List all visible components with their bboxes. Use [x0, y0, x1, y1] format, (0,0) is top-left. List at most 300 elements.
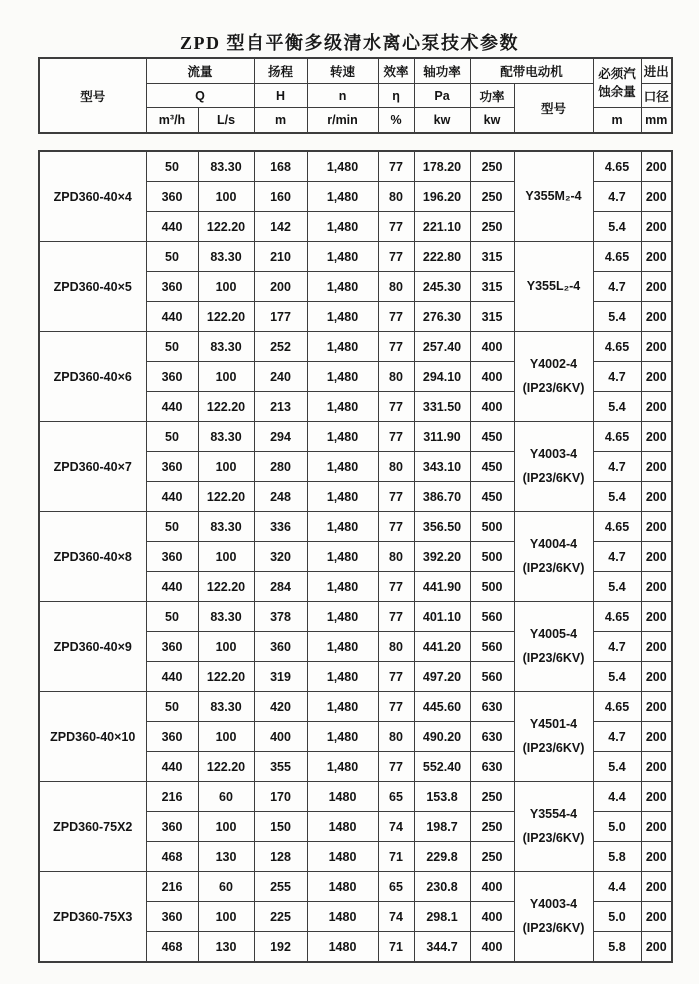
- speed-cell: 1,480: [307, 302, 378, 332]
- head-cell: 400: [254, 722, 307, 752]
- speed-cell: 1,480: [307, 392, 378, 422]
- table-row: [39, 692, 672, 722]
- head-cell: 336: [254, 512, 307, 542]
- npsh-cell: 5.8: [593, 842, 641, 872]
- unit-npsh-m: m: [593, 108, 641, 133]
- npsh-cell: 4.65: [593, 422, 641, 452]
- speed-cell: 1480: [307, 932, 378, 963]
- flow-m3h-cell: 360: [146, 362, 198, 392]
- npsh-cell: 4.7: [593, 272, 641, 302]
- speed-cell: 1,480: [307, 512, 378, 542]
- motor-power-cell: 250: [470, 812, 514, 842]
- bore-cell: 200: [641, 782, 672, 812]
- speed-cell: 1,480: [307, 482, 378, 512]
- bore-cell: 200: [641, 362, 672, 392]
- efficiency-cell: 80: [378, 362, 414, 392]
- efficiency-cell: 77: [378, 302, 414, 332]
- flow-ls-cell: 100: [198, 452, 254, 482]
- bore-cell: 200: [641, 452, 672, 482]
- head-cell: 170: [254, 782, 307, 812]
- bore-cell: 200: [641, 902, 672, 932]
- flow-m3h-cell: 50: [146, 692, 198, 722]
- flow-ls-cell: 83.30: [198, 692, 254, 722]
- motor-power-cell: 400: [470, 872, 514, 902]
- col-header-motor-power: 功率: [470, 83, 514, 108]
- npsh-label-line2: 蚀余量: [598, 85, 636, 100]
- unit-head-m: m: [254, 108, 307, 133]
- head-cell: 320: [254, 542, 307, 572]
- motor-power-cell: 450: [470, 482, 514, 512]
- flow-m3h-cell: 50: [146, 151, 198, 182]
- npsh-cell: 4.65: [593, 602, 641, 632]
- table-row: [39, 332, 672, 362]
- motor-model-line: Y4002-4: [529, 356, 578, 371]
- bore-cell: 200: [641, 842, 672, 872]
- flow-ls-cell: 122.20: [198, 392, 254, 422]
- head-cell: 360: [254, 632, 307, 662]
- head-cell: 252: [254, 332, 307, 362]
- bore-cell: 200: [641, 332, 672, 362]
- npsh-cell: 4.7: [593, 452, 641, 482]
- unit-m3h: m³/h: [146, 108, 198, 133]
- motor-model-line: Y4501-4: [529, 716, 578, 731]
- flow-ls-cell: 130: [198, 842, 254, 872]
- speed-cell: 1,480: [307, 242, 378, 272]
- npsh-label-line1: 必须汽: [598, 67, 636, 82]
- flow-m3h-cell: 440: [146, 302, 198, 332]
- bore-cell: 200: [641, 151, 672, 182]
- speed-cell: 1,480: [307, 602, 378, 632]
- efficiency-cell: 77: [378, 482, 414, 512]
- flow-ls-cell: 122.20: [198, 752, 254, 782]
- motor-power-cell: 560: [470, 632, 514, 662]
- efficiency-cell: 80: [378, 632, 414, 662]
- flow-m3h-cell: 440: [146, 572, 198, 602]
- shaft-power-cell: 445.60: [414, 692, 470, 722]
- speed-cell: 1,480: [307, 542, 378, 572]
- flow-ls-cell: 83.30: [198, 512, 254, 542]
- motor-power-cell: 400: [470, 392, 514, 422]
- efficiency-cell: 74: [378, 812, 414, 842]
- efficiency-cell: 80: [378, 542, 414, 572]
- bore-cell: 200: [641, 482, 672, 512]
- pump-model-cell: ZPD360-40×10: [39, 692, 146, 782]
- npsh-cell: 5.4: [593, 212, 641, 242]
- npsh-cell: 5.4: [593, 392, 641, 422]
- bore-cell: 200: [641, 542, 672, 572]
- flow-m3h-cell: 360: [146, 542, 198, 572]
- col-header-motor-group: 配带电动机: [470, 58, 593, 83]
- shaft-power-cell: 257.40: [414, 332, 470, 362]
- shaft-power-cell: 198.7: [414, 812, 470, 842]
- shaft-power-cell: 552.40: [414, 752, 470, 782]
- bore-cell: 200: [641, 812, 672, 842]
- efficiency-cell: 74: [378, 902, 414, 932]
- bore-cell: 200: [641, 632, 672, 662]
- motor-power-cell: 560: [470, 662, 514, 692]
- unit-ls: L/s: [198, 108, 254, 133]
- motor-model-cell: [514, 602, 593, 692]
- speed-cell: 1,480: [307, 422, 378, 452]
- motor-model-line: (IP23/6KV): [522, 920, 585, 935]
- flow-ls-cell: 122.20: [198, 662, 254, 692]
- flow-ls-cell: 122.20: [198, 212, 254, 242]
- motor-model-cell: [514, 151, 593, 242]
- pump-model-cell: ZPD360-40×5: [39, 242, 146, 332]
- flow-m3h-cell: 50: [146, 422, 198, 452]
- bore-cell: 200: [641, 182, 672, 212]
- npsh-cell: 5.0: [593, 902, 641, 932]
- bore-cell: 200: [641, 572, 672, 602]
- shaft-power-cell: 196.20: [414, 182, 470, 212]
- efficiency-cell: 80: [378, 452, 414, 482]
- head-cell: 150: [254, 812, 307, 842]
- head-cell: 280: [254, 452, 307, 482]
- col-header-flow: 流量: [146, 58, 254, 83]
- head-cell: 355: [254, 752, 307, 782]
- flow-ls-cell: 60: [198, 872, 254, 902]
- shaft-power-cell: 229.8: [414, 842, 470, 872]
- shaft-power-cell: 276.30: [414, 302, 470, 332]
- flow-ls-cell: 100: [198, 722, 254, 752]
- flow-ls-cell: 100: [198, 272, 254, 302]
- shaft-power-cell: 392.20: [414, 542, 470, 572]
- npsh-cell: 5.8: [593, 932, 641, 963]
- head-cell: 248: [254, 482, 307, 512]
- flow-ls-cell: 83.30: [198, 602, 254, 632]
- motor-model-line: Y4003-4: [529, 896, 578, 911]
- head-cell: 225: [254, 902, 307, 932]
- flow-ls-cell: 100: [198, 182, 254, 212]
- speed-cell: 1,480: [307, 692, 378, 722]
- speed-cell: 1,480: [307, 662, 378, 692]
- speed-cell: 1,480: [307, 752, 378, 782]
- speed-cell: 1,480: [307, 572, 378, 602]
- head-cell: 284: [254, 572, 307, 602]
- head-cell: 210: [254, 242, 307, 272]
- motor-power-cell: 500: [470, 512, 514, 542]
- bore-cell: 200: [641, 272, 672, 302]
- pump-model-cell: ZPD360-40×6: [39, 332, 146, 422]
- flow-m3h-cell: 360: [146, 182, 198, 212]
- flow-ls-cell: 83.30: [198, 242, 254, 272]
- shaft-power-cell: 222.80: [414, 242, 470, 272]
- motor-power-cell: 250: [470, 782, 514, 812]
- efficiency-cell: 77: [378, 212, 414, 242]
- col-header-speed: 转速: [307, 58, 378, 83]
- motor-power-cell: 400: [470, 932, 514, 963]
- head-cell: 378: [254, 602, 307, 632]
- motor-model-cell: [514, 332, 593, 422]
- head-cell: 240: [254, 362, 307, 392]
- flow-m3h-cell: 468: [146, 932, 198, 963]
- motor-power-cell: 250: [470, 182, 514, 212]
- npsh-cell: 4.4: [593, 872, 641, 902]
- flow-m3h-cell: 360: [146, 452, 198, 482]
- shaft-power-cell: 441.20: [414, 632, 470, 662]
- data-table: [38, 150, 673, 963]
- head-cell: 420: [254, 692, 307, 722]
- motor-model-line: Y4005-4: [529, 626, 578, 641]
- flow-ls-cell: 100: [198, 812, 254, 842]
- shaft-power-cell: 343.10: [414, 452, 470, 482]
- flow-ls-cell: 122.20: [198, 572, 254, 602]
- efficiency-cell: 80: [378, 722, 414, 752]
- col-header-efficiency: 效率: [378, 58, 414, 83]
- bore-cell: 200: [641, 602, 672, 632]
- motor-model-cell: [514, 422, 593, 512]
- head-cell: 192: [254, 932, 307, 963]
- shaft-power-cell: 344.7: [414, 932, 470, 963]
- shaft-power-cell: 497.20: [414, 662, 470, 692]
- motor-power-cell: 630: [470, 752, 514, 782]
- shaft-power-cell: 386.70: [414, 482, 470, 512]
- flow-ls-cell: 60: [198, 782, 254, 812]
- flow-m3h-cell: 440: [146, 212, 198, 242]
- pump-model-cell: ZPD360-75X3: [39, 872, 146, 963]
- efficiency-cell: 65: [378, 782, 414, 812]
- bore-cell: 200: [641, 752, 672, 782]
- table-row: [39, 782, 672, 812]
- motor-power-cell: 250: [470, 151, 514, 182]
- motor-model-cell: [514, 512, 593, 602]
- motor-model-cell: [514, 872, 593, 963]
- flow-m3h-cell: 440: [146, 752, 198, 782]
- flow-ls-cell: 122.20: [198, 302, 254, 332]
- motor-model-line: (IP23/6KV): [522, 740, 585, 755]
- pump-model-cell: ZPD360-40×8: [39, 512, 146, 602]
- efficiency-cell: 77: [378, 151, 414, 182]
- npsh-cell: 4.65: [593, 692, 641, 722]
- table-row: [39, 872, 672, 902]
- motor-power-cell: 450: [470, 452, 514, 482]
- bore-cell: 200: [641, 872, 672, 902]
- flow-m3h-cell: 50: [146, 242, 198, 272]
- motor-power-cell: 315: [470, 272, 514, 302]
- flow-ls-cell: 100: [198, 362, 254, 392]
- shaft-power-cell: 331.50: [414, 392, 470, 422]
- npsh-cell: 5.4: [593, 752, 641, 782]
- motor-power-cell: 400: [470, 332, 514, 362]
- efficiency-cell: 77: [378, 242, 414, 272]
- speed-cell: 1480: [307, 902, 378, 932]
- motor-power-cell: 500: [470, 542, 514, 572]
- col-header-npsh: [593, 58, 641, 108]
- speed-cell: 1,480: [307, 362, 378, 392]
- efficiency-cell: 77: [378, 572, 414, 602]
- efficiency-cell: 65: [378, 872, 414, 902]
- bore-cell: 200: [641, 302, 672, 332]
- motor-power-cell: 315: [470, 242, 514, 272]
- motor-power-cell: 630: [470, 722, 514, 752]
- motor-power-cell: 450: [470, 422, 514, 452]
- npsh-cell: 5.0: [593, 812, 641, 842]
- flow-ls-cell: 83.30: [198, 422, 254, 452]
- npsh-cell: 4.7: [593, 182, 641, 212]
- col-header-flow-symbol: Q: [146, 83, 254, 108]
- col-header-speed-symbol: n: [307, 83, 378, 108]
- speed-cell: 1,480: [307, 182, 378, 212]
- motor-model-line: Y4004-4: [529, 536, 578, 551]
- flow-m3h-cell: 216: [146, 782, 198, 812]
- shaft-power-cell: 298.1: [414, 902, 470, 932]
- npsh-cell: 4.4: [593, 782, 641, 812]
- efficiency-cell: 71: [378, 842, 414, 872]
- efficiency-cell: 77: [378, 752, 414, 782]
- speed-cell: 1,480: [307, 632, 378, 662]
- motor-model-cell: [514, 782, 593, 872]
- motor-model-cell: [514, 242, 593, 332]
- efficiency-cell: 77: [378, 602, 414, 632]
- flow-m3h-cell: 216: [146, 872, 198, 902]
- pump-model-cell: ZPD360-40×7: [39, 422, 146, 512]
- col-header-bore-line2: 口径: [641, 83, 672, 108]
- shaft-power-cell: 490.20: [414, 722, 470, 752]
- efficiency-cell: 77: [378, 662, 414, 692]
- motor-model-line: Y355L₂-4: [526, 278, 581, 293]
- npsh-cell: 4.7: [593, 542, 641, 572]
- table-row: [39, 151, 672, 182]
- motor-power-cell: 400: [470, 902, 514, 932]
- efficiency-cell: 71: [378, 932, 414, 963]
- motor-power-cell: 630: [470, 692, 514, 722]
- npsh-cell: 5.4: [593, 662, 641, 692]
- shaft-power-cell: 356.50: [414, 512, 470, 542]
- motor-power-cell: 400: [470, 362, 514, 392]
- npsh-cell: 4.7: [593, 362, 641, 392]
- shaft-power-cell: 311.90: [414, 422, 470, 452]
- bore-cell: 200: [641, 512, 672, 542]
- npsh-cell: 5.4: [593, 572, 641, 602]
- shaft-power-cell: 221.10: [414, 212, 470, 242]
- motor-model-line: Y4003-4: [529, 446, 578, 461]
- motor-model-line: (IP23/6KV): [522, 830, 585, 845]
- table-row: [39, 242, 672, 272]
- flow-ls-cell: 100: [198, 632, 254, 662]
- bore-cell: 200: [641, 722, 672, 752]
- npsh-cell: 4.65: [593, 512, 641, 542]
- flow-m3h-cell: 50: [146, 602, 198, 632]
- motor-power-cell: 250: [470, 842, 514, 872]
- npsh-cell: 4.7: [593, 632, 641, 662]
- flow-m3h-cell: 360: [146, 722, 198, 752]
- col-header-pump-model: 型号: [39, 58, 146, 133]
- flow-m3h-cell: 468: [146, 842, 198, 872]
- page-title: ZPD 型自平衡多级清水离心泵技术参数: [180, 33, 519, 53]
- col-header-shaft-power-symbol: Pa: [414, 83, 470, 108]
- efficiency-cell: 77: [378, 512, 414, 542]
- motor-model-line: Y355M₂-4: [525, 188, 582, 203]
- motor-model-cell: [514, 692, 593, 782]
- head-cell: 319: [254, 662, 307, 692]
- speed-cell: 1,480: [307, 212, 378, 242]
- speed-cell: 1,480: [307, 151, 378, 182]
- table-row: [39, 422, 672, 452]
- bore-cell: 200: [641, 392, 672, 422]
- pump-model-cell: ZPD360-40×4: [39, 151, 146, 242]
- head-cell: 255: [254, 872, 307, 902]
- efficiency-cell: 77: [378, 692, 414, 722]
- head-cell: 200: [254, 272, 307, 302]
- bore-cell: 200: [641, 242, 672, 272]
- flow-m3h-cell: 360: [146, 272, 198, 302]
- shaft-power-cell: 230.8: [414, 872, 470, 902]
- flow-m3h-cell: 50: [146, 512, 198, 542]
- flow-m3h-cell: 50: [146, 332, 198, 362]
- npsh-cell: 5.4: [593, 302, 641, 332]
- bore-cell: 200: [641, 662, 672, 692]
- motor-model-line: (IP23/6KV): [522, 650, 585, 665]
- motor-model-line: Y3554-4: [529, 806, 578, 821]
- motor-model-line: (IP23/6KV): [522, 380, 585, 395]
- npsh-cell: 4.65: [593, 242, 641, 272]
- shaft-power-cell: 153.8: [414, 782, 470, 812]
- unit-rmin: r/min: [307, 108, 378, 133]
- flow-ls-cell: 100: [198, 902, 254, 932]
- flow-ls-cell: 83.30: [198, 332, 254, 362]
- unit-shaft-kw: kw: [414, 108, 470, 133]
- speed-cell: 1480: [307, 842, 378, 872]
- unit-motor-kw: kw: [470, 108, 514, 133]
- col-header-shaft-power: 轴功率: [414, 58, 470, 83]
- table-row: [39, 602, 672, 632]
- bore-cell: 200: [641, 692, 672, 722]
- flow-m3h-cell: 360: [146, 902, 198, 932]
- unit-bore-mm: mm: [641, 108, 672, 133]
- motor-power-cell: 560: [470, 602, 514, 632]
- flow-ls-cell: 83.30: [198, 151, 254, 182]
- unit-percent: %: [378, 108, 414, 133]
- bore-cell: 200: [641, 422, 672, 452]
- efficiency-cell: 80: [378, 272, 414, 302]
- shaft-power-cell: 401.10: [414, 602, 470, 632]
- head-cell: 213: [254, 392, 307, 422]
- motor-power-cell: 250: [470, 212, 514, 242]
- flow-m3h-cell: 360: [146, 632, 198, 662]
- flow-m3h-cell: 360: [146, 812, 198, 842]
- speed-cell: 1,480: [307, 332, 378, 362]
- header-row-1: [39, 58, 672, 83]
- flow-m3h-cell: 440: [146, 482, 198, 512]
- npsh-cell: 4.65: [593, 151, 641, 182]
- efficiency-cell: 77: [378, 392, 414, 422]
- speed-cell: 1,480: [307, 272, 378, 302]
- motor-power-cell: 500: [470, 572, 514, 602]
- head-cell: 177: [254, 302, 307, 332]
- speed-cell: 1480: [307, 872, 378, 902]
- col-header-head-symbol: H: [254, 83, 307, 108]
- head-cell: 294: [254, 422, 307, 452]
- head-cell: 128: [254, 842, 307, 872]
- shaft-power-cell: 441.90: [414, 572, 470, 602]
- head-cell: 142: [254, 212, 307, 242]
- header-table: [38, 57, 673, 134]
- shaft-power-cell: 178.20: [414, 151, 470, 182]
- speed-cell: 1,480: [307, 452, 378, 482]
- flow-m3h-cell: 440: [146, 392, 198, 422]
- motor-model-line: (IP23/6KV): [522, 560, 585, 575]
- flow-m3h-cell: 440: [146, 662, 198, 692]
- bore-cell: 200: [641, 212, 672, 242]
- shaft-power-cell: 245.30: [414, 272, 470, 302]
- efficiency-cell: 77: [378, 422, 414, 452]
- speed-cell: 1480: [307, 782, 378, 812]
- head-cell: 168: [254, 151, 307, 182]
- col-header-motor-model: 型号: [514, 83, 593, 133]
- motor-power-cell: 315: [470, 302, 514, 332]
- efficiency-cell: 80: [378, 182, 414, 212]
- col-header-head: 扬程: [254, 58, 307, 83]
